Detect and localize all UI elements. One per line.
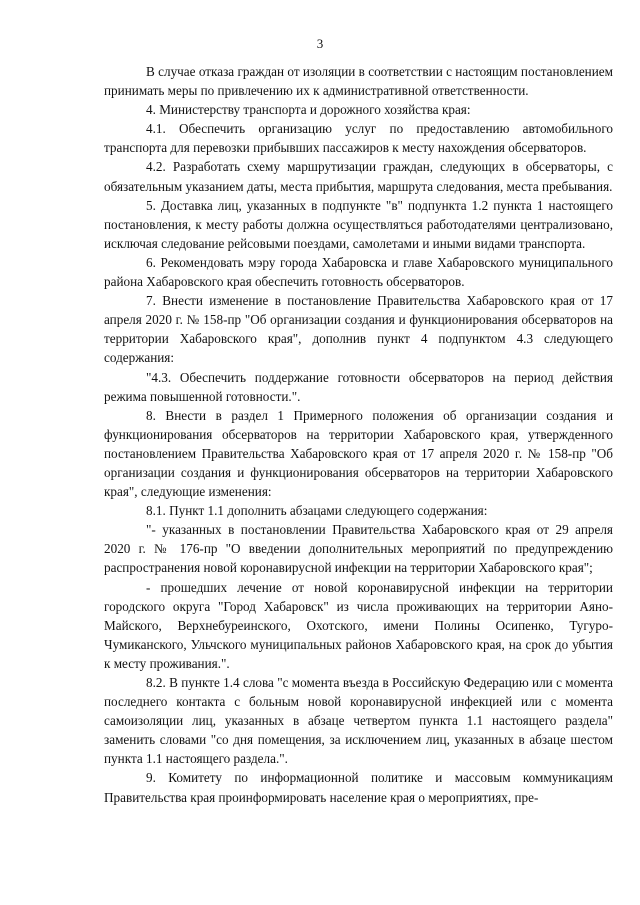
paragraph-item-8-1-quote-b: - прошедших лечение от новой коронавирусной инфекции на территории городского округа "Город Хабаровск" из числа проживающих на территории Аяно-Майского, Верхнебуреинского, Охотского, имени Полины Осипенко, Тугуро-Чумиканского, Ульчского муниципальных районов Хабаровского края, на срок до убытия к месту проживания.". (104, 579, 613, 671)
paragraph-item-9: 9. Комитету по информационной политике и массовым коммуникациям Правительства края проинформировать население края о мероприятиях, пре- (104, 770, 613, 805)
paragraph-item-8: 8. Внести в раздел 1 Примерного положения об организации создания и функционирования обсерваторов на территории Хабаровского края, утвержденного постановлением Правительства Хабаровского края от 17 апреля 2020 г. № 158-пр "Об организации создания и функционирования обсерваторов на территории Хабаровского края", следующие изменения: (104, 407, 613, 500)
paragraph-item-8-1: 8.1. Пункт 1.1 дополнить абзацами следующего содержания: (146, 503, 488, 519)
paragraph-item-4-1: 4.1. Обеспечить организацию услуг по предоставлению автомобильного транспорта для перевозки прибывших пассажиров к месту нахождения обсерваторов. (104, 121, 613, 156)
paragraph-item-4: 4. Министерству транспорта и дорожного хозяйства края: (146, 102, 471, 118)
paragraph-item-7: 7. Внести изменение в постановление Правительства Хабаровского края от 17 апреля 2020 г. № 158-пр "Об организации создания и функционирования обсерваторов на территории Хабаровского края", дополнив пункт 4 подпунктом 4.3 следующего содержания: (104, 293, 613, 366)
paragraph-item-8-1-quote-a: "- указанных в постановлении Правительства Хабаровского края от 29 апреля 2020 г. № 176-пр "О введении дополнительных мероприятий по предупреждению распространения новой коронавирусной инфекции на территории Хабаровского края"; (104, 522, 613, 576)
paragraph-isolation-refusal: В случае отказа граждан от изоляции в соответствии с настоящим постановлением принимать меры по привлечению их к административной ответственности. (104, 64, 613, 99)
paragraph-item-4-2: 4.2. Разработать схему маршрутизации граждан, следующих в обсерваторы, с обязательным указанием даты, места прибытия, маршрута следования, места пребывания. (104, 159, 613, 194)
document-body (104, 62, 613, 807)
paragraph-item-4-3-quote: "4.3. Обеспечить поддержание готовности обсерваторов на период действия режима повышенной готовности.". (104, 369, 613, 404)
paragraph-item-6: 6. Рекомендовать мэру города Хабаровска и главе Хабаровского муниципального района Хабаровского края обеспечить готовность обсерваторов. (104, 254, 613, 290)
page-number: 3 (316, 36, 324, 51)
paragraph-item-8-2: 8.2. В пункте 1.4 слова "с момента въезда в Российскую Федерацию или с момента последнего контакта с больным новой коронавирусной инфекцией или с момента самоизоляции лиц, указанных в абзаце четвертом пункта 1.1 настоящего раздела" заменить словами "со дня помещения, за исключением лиц, указанных в абзаце шестом пункта 1.1 настоящего раздела.". (104, 675, 613, 767)
paragraph-item-5: 5. Доставка лиц, указанных в подпункте "в" подпункта 1.2 пункта 1 настоящего постановления, к месту работы должна осуществляться работодателями централизовано, исключая следование рейсовыми поездами, самолетами и иными видами транспорта. (104, 197, 613, 251)
